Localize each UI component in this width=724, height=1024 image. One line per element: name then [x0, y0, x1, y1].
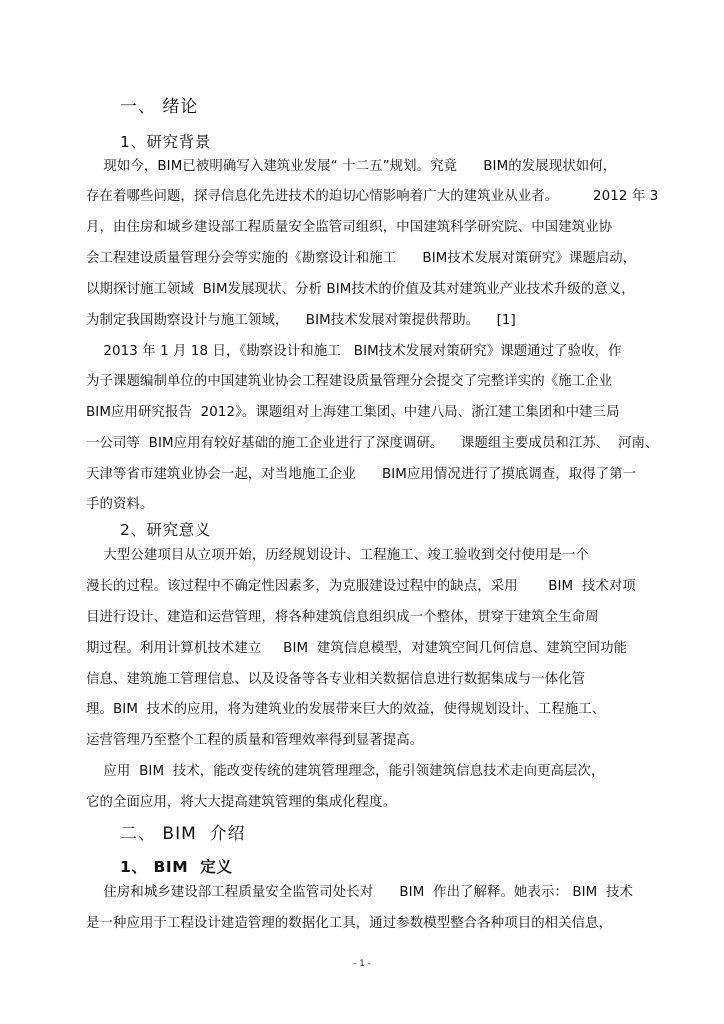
- text-line: 是一种应用于工程设计建造管理的数据化工具，通过参数模型整合各种项目的相关信息，: [86, 916, 613, 931]
- subsection-heading: 1、研究背景: [120, 133, 211, 151]
- text-line: 期过程。利用计算机技术建立 BIM 建筑信息模型，对建筑空间几何信息、建筑空间功能: [86, 641, 628, 656]
- text-line: 存在着哪些问题，探寻信息化先进技术的迫切心情影响着广大的建筑业从业者。 2012 年 3: [86, 189, 659, 204]
- subsection-heading: 2、研究意义: [120, 521, 211, 539]
- text-line: 信息、建筑施工管理信息、以及设备等各专业相关数据信息进行数据集成与一体化管: [86, 672, 586, 687]
- page-number: - 1 -: [353, 959, 371, 969]
- text-line: 应用 BIM 技术，能改变传统的建筑管理理念，能引领建筑信息技术走向更高层次，: [86, 764, 605, 779]
- text-line: 以期探讨施工领域 BIM发展现状、分析 BIM技术的价值及其对建筑业产业技术升级的意义，: [86, 282, 635, 297]
- text-line: 它的全面应用，将大大提高建筑管理的集成化程度。: [86, 795, 397, 810]
- text-line: 手的资料。: [86, 497, 154, 512]
- text-line: 理。BIM 技术的应用，将为建筑业的发展带来巨大的效益，使得规划设计、工程施工、: [86, 702, 606, 717]
- subsection-heading: 1、 BIM 定义: [120, 858, 233, 876]
- text-line: 现如今，BIM已被明确写入建筑业发展“ 十二五”规划。究竟 BIM的发展现状如何，: [86, 159, 617, 174]
- text-line: BIM应用研究报告 2012》。课题组对上海建工集团、中建八局、浙江建工集团和中建三局: [86, 405, 620, 420]
- text-line: 天津等省市建筑业协会一起，对当地施工企业 BIM应用情况进行了摸底调查，取得了第一: [86, 467, 637, 482]
- section-heading: 二、 BIM 介绍: [120, 824, 246, 844]
- text-line: 月，由住房和城乡建设部工程质量安全监管司组织，中国建筑科学研究院、中国建筑业协: [86, 220, 613, 235]
- text-line: 大型公建项目从立项开始，历经规划设计、工程施工、竣工验收到交付使用是一个: [86, 548, 590, 563]
- text-line: 为制定我国勘察设计与施工领域， BIM技术发展对策提供帮助。 [1]: [86, 313, 516, 328]
- section-heading: 一、 绪论: [120, 97, 199, 117]
- text-line: 住房和城乡建设部工程质量安全监管司处长对 BIM 作出了解释。她表示： BIM 技术: [86, 885, 634, 900]
- text-line: 2013 年 1 月 18 日，《勘察设计和施工 BIM技术发展对策研究》课题通过了验收，作: [86, 344, 622, 359]
- text-line: 目进行设计、建造和运营管理，将各种建筑信息组织成一个整体，贯穿于建筑全生命周: [86, 610, 599, 625]
- text-line: 为子课题编制单位的中国建筑业协会工程建设质量管理分会提交了完整详实的《施工企业: [86, 374, 613, 389]
- text-line: 会工程建设质量管理分会等实施的《勘察设计和施工 BIM技术发展对策研究》课题启动，: [86, 251, 637, 266]
- text-line: 一公司等 BIM应用有较好基础的施工企业进行了深度调研。 课题组主要成员和江苏、 河南、: [86, 436, 659, 451]
- text-line: 运营管理乃至整个工程的质量和管理效率得到显著提高。: [86, 733, 424, 748]
- text-line: 漫长的过程。该过程中不确定性因素多，为克服建设过程中的缺点，采用 BIM 技术对项: [86, 579, 636, 594]
